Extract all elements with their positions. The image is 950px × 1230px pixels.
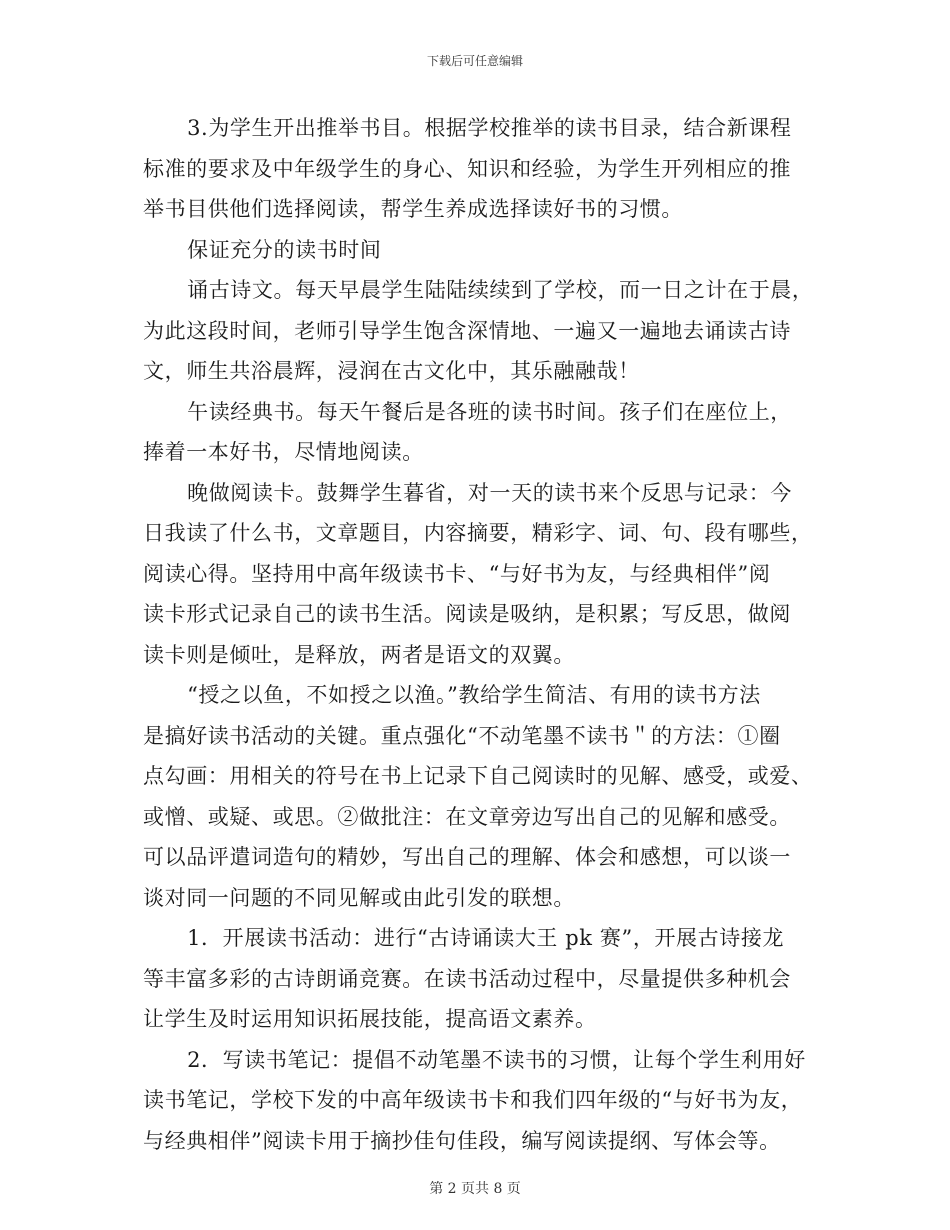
text-line: 为此这段时间，老师引导学生饱含深情地、一遍又一遍地去诵读古诗 bbox=[143, 318, 791, 343]
text-line: “授之以鱼，不如授之以渔。”教给学生简洁、有用的读书方法 bbox=[187, 683, 761, 707]
paragraph-evening-reading-card bbox=[143, 473, 815, 676]
text-line: 让学生及时运用知识拓展技能，提高语文素养。 bbox=[143, 1007, 597, 1031]
document-body bbox=[143, 108, 815, 1161]
text-line: 午读经典书。每天午餐后是各班的读书时间。孩子们在座位上， bbox=[187, 399, 792, 424]
text-line: 读书笔记，学校下发的中高年级读书卡和我们四年级的“与好书为友， bbox=[143, 1088, 803, 1112]
text-line: 捧着一本好书，尽情地阅读。 bbox=[143, 440, 424, 464]
paragraph-noon-reading bbox=[143, 392, 815, 473]
text-line: 谈对同一问题的不同见解或由此引发的联想。 bbox=[143, 885, 575, 910]
text-line: 点勾画：用相关的符号在书上记录下自己阅读时的见解、感受，或爱、 bbox=[143, 764, 813, 788]
text-line: 3.为学生开出推举书目。根据学校推举的读书目录，结合新课程 bbox=[187, 116, 792, 140]
text-line: 1．开展读书活动：进行“古诗诵读大王 pk 赛”，开展古诗接龙 bbox=[187, 926, 785, 950]
section-heading-reading-time bbox=[143, 230, 815, 271]
text-line: 是搞好读书活动的关键。重点强化“不动笔墨不读书＂的方法：①圈 bbox=[143, 723, 781, 748]
text-line: 等丰富多彩的古诗朗诵竞赛。在读书活动过程中，尽量提供多种机会 bbox=[143, 966, 791, 991]
text-line: 诵古诗文。每天早晨学生陆陆续续到了学校，而一日之计在于晨， bbox=[187, 278, 814, 302]
paragraph-recommended-books bbox=[143, 108, 815, 230]
text-line: 读卡则是倾吐，是释放，两者是语文的双翼。 bbox=[143, 642, 575, 667]
text-line: 文，师生共浴晨辉，浸润在古文化中，其乐融融哉！ bbox=[143, 359, 640, 383]
paragraph-reading-activities bbox=[143, 918, 815, 1040]
page-header: 下载后可任意编辑 bbox=[426, 54, 523, 68]
text-line: 可以品评遣词造句的精妙，写出自己的理解、体会和感想，可以谈一 bbox=[143, 845, 791, 869]
text-line: 标准的要求及中年级学生的身心、知识和经验，为学生开列相应的推 bbox=[143, 156, 791, 181]
text-line: 与经典相伴”阅读卡用于摘抄佳句佳段，编写阅读提纲、写体会等。 bbox=[143, 1128, 781, 1153]
text-line: 读卡形式记录自己的读书生活。阅读是吸纳，是积累；写反思，做阅 bbox=[143, 602, 791, 626]
text-line: 保证充分的读书时间 bbox=[187, 237, 382, 262]
paragraph-morning-recitation bbox=[143, 270, 815, 392]
paragraph-reading-methods bbox=[143, 675, 815, 918]
text-line: 2．写读书笔记：提倡不动笔墨不读书的习惯，让每个学生利用好 bbox=[187, 1047, 806, 1072]
page-footer: 第 2 页共 8 页 bbox=[429, 1181, 521, 1197]
paragraph-reading-notes bbox=[143, 1040, 815, 1162]
text-line: 阅读心得。坚持用中高年级读书卡、“与好书为友，与经典相伴”阅 bbox=[143, 561, 771, 586]
text-line: 晚做阅读卡。鼓舞学生暮省，对一天的读书来个反思与记录：今 bbox=[187, 480, 792, 505]
text-line: 日我读了什么书，文章题目，内容摘要，精彩字、词、句、段有哪些， bbox=[143, 521, 813, 545]
text-line: 或憎、或疑、或思。②做批注：在文章旁边写出自己的见解和感受。 bbox=[143, 804, 791, 829]
text-line: 举书目供他们选择阅读，帮学生养成选择读好书的习惯。 bbox=[143, 197, 683, 221]
